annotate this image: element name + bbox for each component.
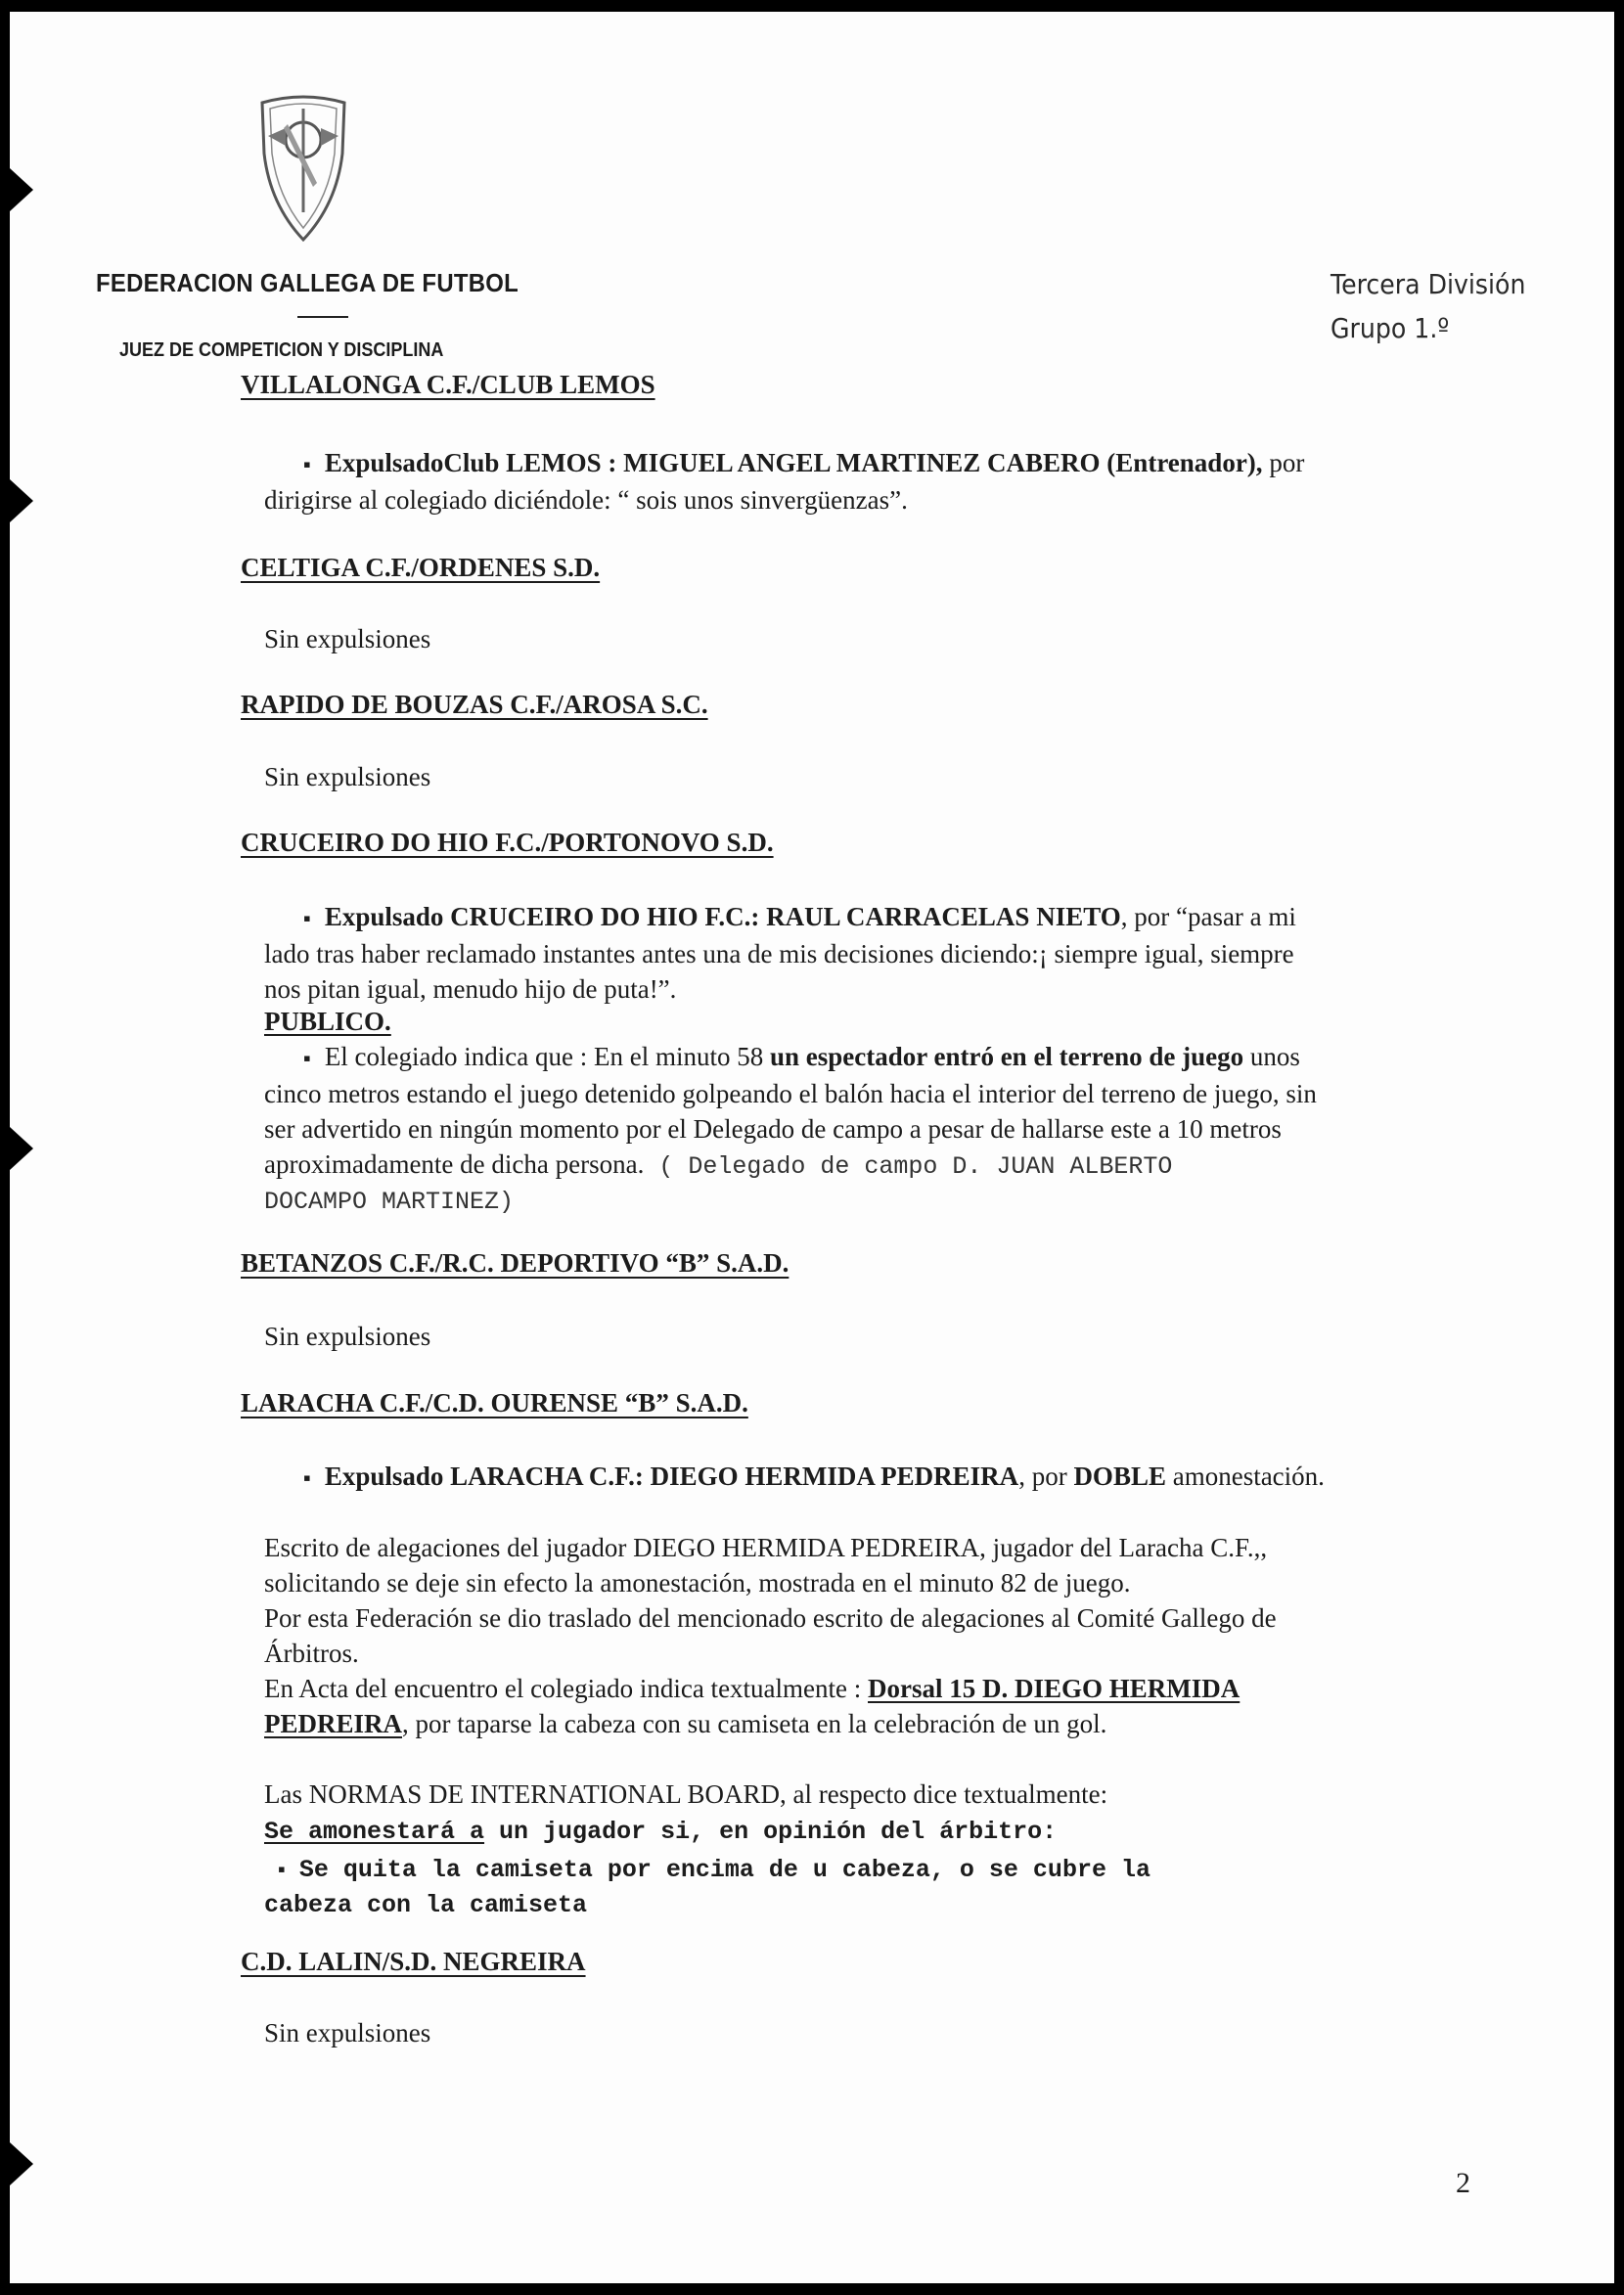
expelled-person: MIGUEL ANGEL MARTINEZ CABERO (Entrenador), bbox=[623, 448, 1263, 477]
match-heading: LARACHA C.F./C.D. OURENSE “B” S.A.D. bbox=[241, 1388, 748, 1418]
entry-text: , por bbox=[1018, 1462, 1074, 1491]
match-heading: C.D. LALIN/S.D. NEGREIRA bbox=[241, 1947, 586, 1976]
no-expulsions-note: Sin expulsiones bbox=[264, 624, 431, 653]
match-heading: BETANZOS C.F./R.C. DEPORTIVO “B” S.A.D. bbox=[241, 1248, 789, 1278]
no-expulsions-note: Sin expulsiones bbox=[264, 1322, 431, 1351]
page-number: 2 bbox=[1456, 2167, 1470, 2199]
scan-edge-mark bbox=[10, 479, 33, 522]
allegation-text: Escrito de alegaciones del jugador DIEGO HERMIDA PEDREIRA, jugador del Laracha C.F.,, bbox=[264, 1533, 1268, 1562]
division-label bbox=[1331, 262, 1525, 350]
referee-quote: PEDREIRA bbox=[264, 1709, 403, 1738]
no-expulsions-note: Sin expulsiones bbox=[264, 762, 431, 791]
entry-text: amonestación. bbox=[1165, 1462, 1325, 1491]
entry-text: El colegiado indica que : En el minuto 58 bbox=[324, 1042, 770, 1071]
entry-text: dirigirse al colegiado diciéndole: “ sois unos sinvergüenzas”. bbox=[264, 485, 908, 515]
public-heading: PUBLICO. bbox=[264, 1007, 391, 1036]
entry-text: ser advertido en ningún momento por el Delegado de campo a pesar de hallarse este a 10 metros bbox=[264, 1114, 1282, 1144]
allegation-text: , por taparse la cabeza con su camiseta en la celebración de un gol. bbox=[402, 1709, 1107, 1738]
allegation-text: En Acta del encuentro el colegiado indica textualmente : bbox=[264, 1674, 869, 1703]
delegate-note: ( Delegado de campo D. JUAN ALBERTO bbox=[644, 1152, 1173, 1181]
delegate-note: DOCAMPO MARTINEZ) bbox=[264, 1188, 515, 1216]
match-heading: CELTIGA C.F./ORDENES S.D. bbox=[241, 553, 601, 582]
expulsion-entry bbox=[264, 1459, 1477, 1496]
expulsion-entry bbox=[264, 899, 1477, 1007]
expelled-club: ExpulsadoClub LEMOS : bbox=[324, 448, 624, 477]
entry-emphasis: un espectador entró en el terreno de juego bbox=[769, 1042, 1244, 1071]
committee-name: JUEZ DE COMPETICION Y DISCIPLINA bbox=[119, 339, 444, 361]
scan-edge-mark bbox=[10, 1127, 33, 1170]
entry-text: nos pitan igual, menudo hijo de puta!”. bbox=[264, 974, 677, 1004]
entry-text: lado tras haber reclamado instantes antes una de mis decisiones diciendo:¡ siempre igual, siempre bbox=[264, 939, 1294, 968]
entry-text: aproximadamente de dicha persona. bbox=[264, 1149, 645, 1179]
header-divider bbox=[297, 316, 348, 318]
organization-name: FEDERACION GALLEGA DE FUTBOL bbox=[96, 268, 519, 297]
allegation-text: solicitando se deje sin efecto la amonestación, mostrada en el minuto 82 de juego. bbox=[264, 1568, 1131, 1598]
allegations-section bbox=[264, 1530, 1477, 1923]
rule-text: cabeza con la camiseta bbox=[264, 1891, 588, 1919]
allegation-text: Árbitros. bbox=[264, 1639, 359, 1668]
expelled-person: Expulsado CRUCEIRO DO HIO F.C.: RAUL CARRACELAS NIETO bbox=[324, 902, 1121, 931]
referee-quote: Dorsal 15 D. DIEGO HERMIDA bbox=[868, 1674, 1241, 1703]
scan-edge-mark bbox=[10, 168, 33, 211]
entry-text: por bbox=[1262, 448, 1305, 477]
expulsion-entry bbox=[264, 445, 1477, 518]
expelled-person: Expulsado LARACHA C.F.: DIEGO HERMIDA PEDREIRA bbox=[324, 1462, 1019, 1491]
match-heading: VILLALONGA C.F./CLUB LEMOS bbox=[241, 370, 655, 399]
allegation-text: Por esta Federación se dio traslado del mencionado escrito de alegaciones al Comité Gallego de bbox=[264, 1603, 1277, 1633]
match-heading: CRUCEIRO DO HIO F.C./PORTONOVO S.D. bbox=[241, 828, 774, 857]
public-section bbox=[264, 1004, 1477, 1220]
match-heading: RAPIDO DE BOUZAS C.F./AROSA S.C. bbox=[241, 690, 708, 719]
scan-edge-mark bbox=[10, 2142, 33, 2185]
group-name: Grupo 1.º bbox=[1331, 312, 1450, 344]
federation-crest-logo bbox=[258, 95, 348, 244]
division-name: Tercera División bbox=[1331, 268, 1526, 300]
rule-text: Se quita la camiseta por encima de u cabeza, o se cubre la bbox=[298, 1856, 1150, 1884]
entry-text: cinco metros estando el juego detenido golpeando el balón hacia el interior del terreno de juego, sin bbox=[264, 1079, 1317, 1108]
entry-text: unos bbox=[1243, 1042, 1300, 1071]
rule-text: un jugador si, en opinión del árbitro: bbox=[484, 1818, 1058, 1846]
no-expulsions-note: Sin expulsiones bbox=[264, 2018, 431, 2048]
entry-text: , por “pasar a mi bbox=[1120, 902, 1296, 931]
document-page bbox=[10, 12, 1614, 2283]
entry-emphasis: DOBLE bbox=[1073, 1462, 1166, 1491]
allegation-text: Las NORMAS DE INTERNATIONAL BOARD, al respecto dice textualmente: bbox=[264, 1779, 1108, 1809]
rule-text: Se amonestará a bbox=[264, 1818, 485, 1846]
